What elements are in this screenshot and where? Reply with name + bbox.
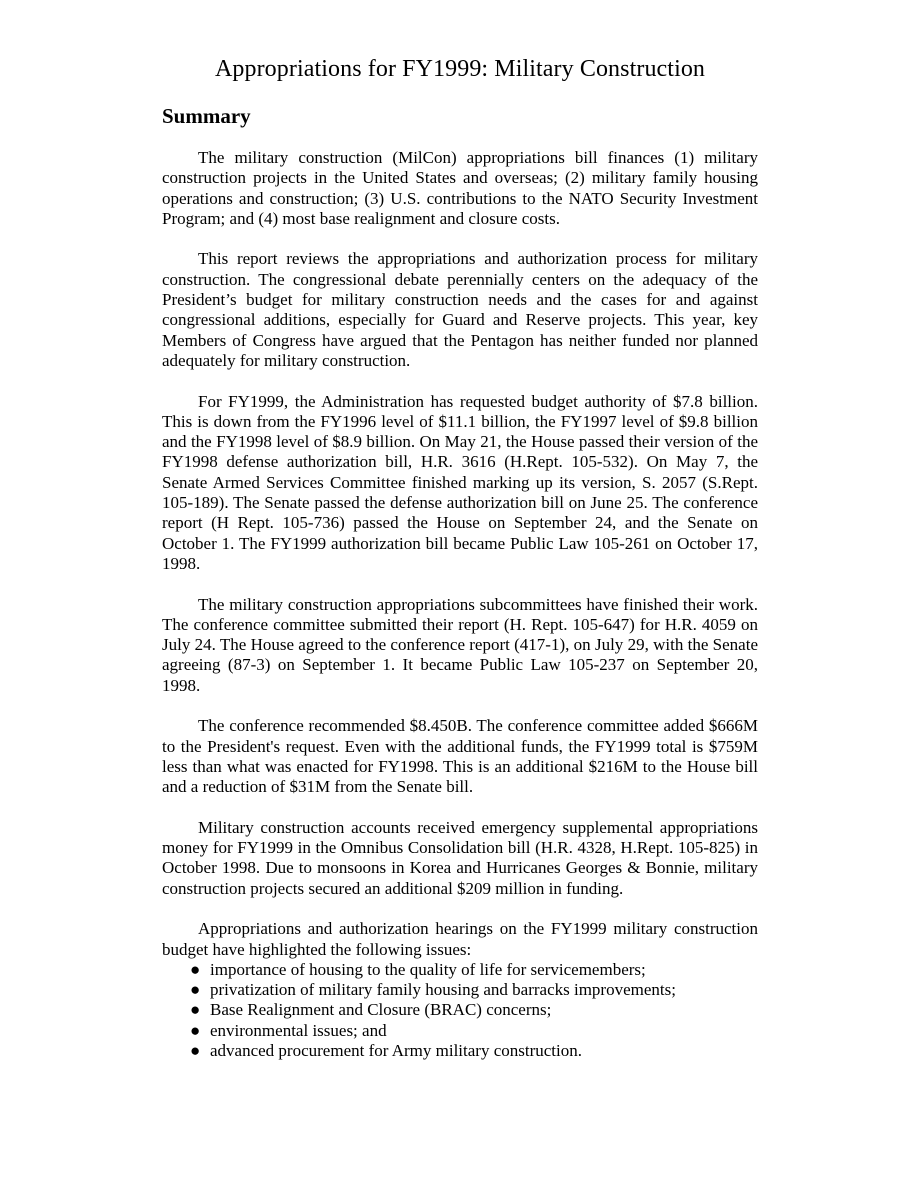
- issues-list: [162, 960, 758, 1061]
- list-item-text: advanced procurement for Army military construction.: [210, 1041, 582, 1061]
- paragraph: Military construction accounts received emergency supplemental appropriations money for FY1999 in the Omnibus Consolidation bill (H.R. 4328, H.Rept. 105-825) in October 1998. Due to monsoons in Korea and Hurricanes Georges & Bonnie, military construction projects secured an additional $209 million in funding.: [162, 817, 758, 898]
- paragraph: This report reviews the appropriations and authorization process for military construction. The congressional debate perennially centers on the adequacy of the President’s budget for military construction needs and the cases for and against congressional additions, especially for Guard and Reserve projects. This year, key Members of Congress have argued that the Pentagon has neither funded nor planned adequately for military construction.: [162, 249, 758, 370]
- bullet-icon: ●: [190, 1020, 201, 1040]
- paragraph: Appropriations and authorization hearings on the FY1999 military construction budget have highlighted the following issues:: [162, 919, 758, 959]
- bullet-icon: ●: [190, 1000, 201, 1020]
- paragraph: The conference recommended $8.450B. The conference committee added $666M to the President's request. Even with the additional funds, the FY1999 total is $759M less than what was enacted for FY1998. This is an additional $216M to the House bill and a reduction of $31M from the Senate bill.: [162, 716, 758, 797]
- document-title: Appropriations for FY1999: Military Construction: [214, 56, 706, 82]
- bullet-icon: ●: [190, 980, 201, 1000]
- list-item: [162, 960, 758, 980]
- list-item: [162, 1041, 758, 1061]
- paragraph: For FY1999, the Administration has requested budget authority of $7.8 billion. This is down from the FY1996 level of $11.1 billion, the FY1997 level of $9.8 billion and the FY1998 level of $8.9 billion. On May 21, the House passed their version of the FY1998 defense authorization bill, H.R. 3616 (H.Rept. 105-532). On May 7, the Senate Armed Services Committee finished marking up its version, S. 2057 (S.Rept. 105-189). The Senate passed the defense authorization bill on June 25. The conference report (H Rept. 105-736) passed the House on September 24, and the Senate on October 1. The FY1999 authorization bill became Public Law 105-261 on October 17, 1998.: [162, 391, 758, 573]
- bullet-icon: ●: [190, 959, 201, 979]
- list-item-text: privatization of military family housing and barracks improvements;: [210, 980, 676, 1000]
- list-item-text: environmental issues; and: [210, 1020, 387, 1040]
- paragraph: The military construction appropriations subcommittees have finished their work. The conference committee submitted their report (H. Rept. 105-647) for H.R. 4059 on July 24. The House agreed to the conference report (417-1), on July 29, with the Senate agreeing (87-3) on September 1. It became Public Law 105-237 on September 20, 1998.: [162, 594, 758, 695]
- bullet-icon: ●: [190, 1041, 201, 1061]
- list-item: [162, 980, 758, 1000]
- list-item-text: Base Realignment and Closure (BRAC) concerns;: [210, 1000, 552, 1020]
- list-item-text: importance of housing to the quality of life for servicemembers;: [210, 959, 646, 979]
- paragraph: The military construction (MilCon) appropriations bill finances (1) military construction projects in the United States and overseas; (2) military family housing operations and construction; (3) U.S. contributions to the NATO Security Investment Program; and (4) most base realignment and closure costs.: [162, 148, 758, 228]
- list-item: [162, 1021, 758, 1041]
- list-item: [162, 1000, 758, 1020]
- section-heading: Summary: [162, 104, 251, 128]
- body-text: [162, 148, 758, 1061]
